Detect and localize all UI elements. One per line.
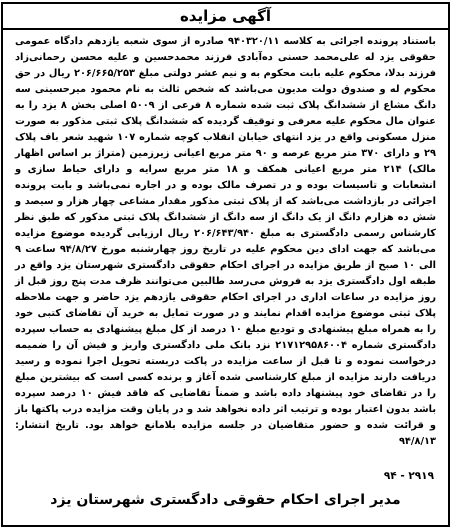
notice-title: آگهی مزایده (179, 7, 272, 25)
title-bar (3, 4, 448, 30)
reference-number: ۲۹۱۹ - ۹۴ (383, 470, 434, 482)
notice-body: باستناد پرونده اجرائی به کلاسه ۹۴۰۳۲۰/۱۱ صادره از سوی شعبه یازدهم دادگاه عمومی حقوقی یزد له علی‌محمد حسنی ده‌آبادی فرزند محمدحسین و علیه محسن رحمانی‌زاد فرزند بدلا، محکوم علیه بابت محکوم به و نیم عشر دولتی مبلغ ۲۰۶/۶۶۵/۲۵۳ ریال در حق محکوم له و صندوق دولت مدیون می‌باشد که شخص ثالث به نام محمود میرحسینی سه دانگ مشاع از ششدانگ پلاک ثبت شده شماره ۸ فرعی از ۵۰۰۹ اصلی بخش ۸ یزد را به عنوان مال محکوم علیه معرفی و توقیف گردیده که ششدانگ پلاک ثبتی مذکور به صورت منزل مسکونی واقع در یزد انتهای خیابان انقلاب کوچه شماره ۱۰۷ شهید شعر باف پلاک ۲۹ و دارای ۳۷۰ متر مربع عرصه و ۹۰ متر مربع اعیانی زیرزمین (متراژ بر اساس اظهار مالک) ۲۱۴ متر مربع اعیانی همکف و ۱۸ متر مربع سرایه و دارای حیاط سازی و انشعابات و تاسیسات بوده و در تصرف مالک بوده و در اجاره نمی‌باشد و بابت پرونده اجرائی در بازداشت می‌باشد که از پلاک ثبتی مذکور مقدار مشاعی چهار هزار و سیصد و شش ده هزارم دانگ از یک دانگ از سه دانگ از ششدانگ پلاک ثبتی مذکور که طبق نظر کارشناس رسمی دادگستری به مبلغ ۲۰۶/۶۴۳/۹۴۰ ریال ارزیابی گردیده موضوع مزایده می‌باشد که جهت ادای دین محکوم علیه در تاریخ روز چهارشنبه مورخ ۹۴/۸/۲۷ ساعت ۹ الی ۱۰ صبح از طریق مزایده در اجرای احکام حقوقی دادگستری شهرستان یزد واقع در طبقه اول دادگستری یزد به فروش می‌رسد طالبین می‌توانند ظرف مدت پنج روز قبل از روز مزایده در ساعات اداری در اجرای احکام حقوقی یازدهم یزد حاضر و جهت ملاحظه پلاک ثبتی موضوع مزایده اقدام نمایند و در صورت تمایل به خرید آن تقاضای کتبی خود را به همراه مبلغ پیشنهادی و تودیع مبلغ ۱۰ درصد از کل مبلغ پیشنهادی به حساب سپرده دادگستری شماره ۲۱۷۱۲۹۵۸۶۰۰۴ نزد بانک ملی دادگستری واریز و فیش آن را ضمیمه درخواست نموده و تا قبل از ساعت مزایده در پاکت دربسته تحویل اجرا نموده و رسید دریافت دارند مزایده از مبلغ کارشناسی شده آغاز و برنده کسی است که بیشترین مبلغ را در تقاضای خود پیشنهاد داده باشد و ضمناً تقاضایی که فاقد فیش ۱۰ درصد سپرده باشد بدون اعتبار بوده و ترتیب اثر داده نخواهد شد و در پایان وقت مزایده درب پاکتها باز و قرائت شده و حضور متقاضیان در جلسه مزایده بلامانع خواهد بود. تاریخ انتشار: ۹۴/۸/۱۳ (15, 36, 437, 447)
auction-notice (1, 2, 450, 527)
issuer-signature: مدیر اجرای احکام حقوقی دادگستری شهرستان یزد (50, 492, 401, 508)
